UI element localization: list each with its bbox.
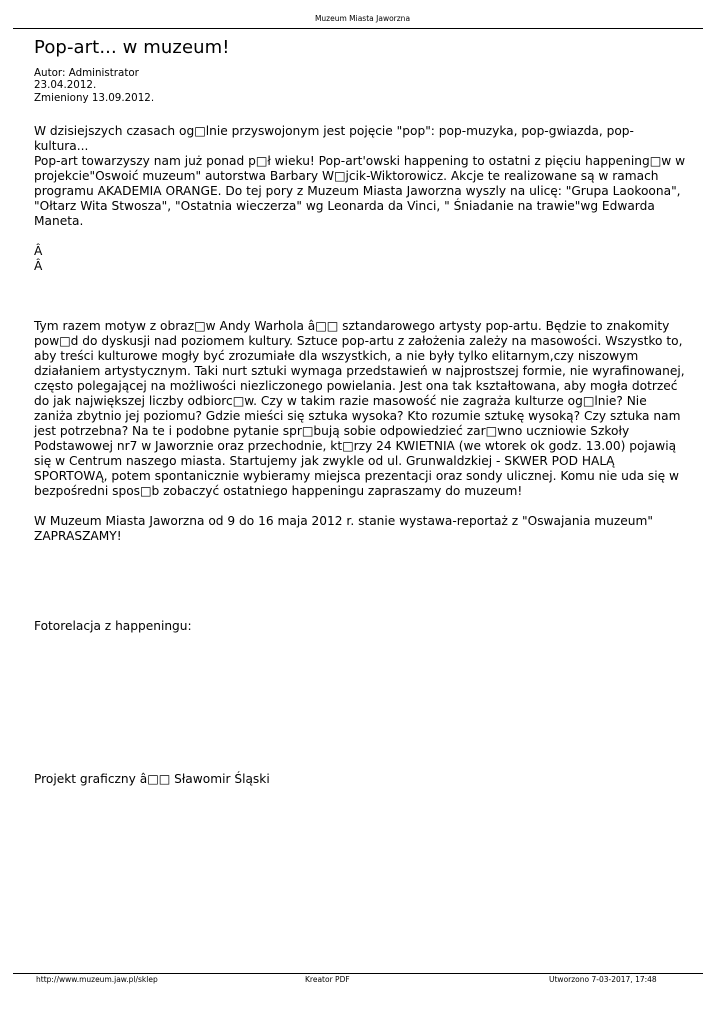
photo-report-label: Fotorelacja z happeningu: xyxy=(34,619,192,633)
design-credit: Projekt graficzny â□□ Sławomir Śląski xyxy=(34,772,270,786)
footer-generator: Kreator PDF xyxy=(305,975,350,984)
page-footer xyxy=(0,975,725,987)
footer-url: http://www.muzeum.jaw.pl/sklep xyxy=(36,975,158,984)
intro-paragraph: W dzisiejszych czasach og□lnie przyswojonym jest pojęcie "pop": pop-muzyka, pop-gwiazda, pop-kultura... xyxy=(34,124,634,153)
spacer xyxy=(34,229,688,244)
article-body xyxy=(34,124,688,787)
created-date: 23.04.2012. xyxy=(34,79,97,92)
warhol-paragraph: Tym razem motyw z obraz□w Andy Warhola â□□ sztandarowego artysty pop-artu. Będzie to znakomity pow□d do dyskusji nad poziomem kultury. Sztuce pop-artu z założenia zależy na masowości. Wszystko to, aby treści kulturowe mogły być zrozumiałe dla wszystkich, a nie były tylko elitarnym,czy niszowym działaniem artystycznym. Taki nurt sztuki wymaga przedstawień w najprostszej formie, nie wyrafinowanej, często polegającej na możliwości niezliczonego powielania. Jest ona tak kształtowana, aby mogła dotrzeć do jak największej liczby odbiorc□w. Czy w takim razie masowość nie zagraża kulturze og□lnie? Nie zaniża zbytnio jej poziomu? Gdzie mieści się sztuka wysoka? Kto rozumie sztukę wysoką? Czy sztuka nam jest potrzebna? Na te i podobne pytanie spr□bują sobie odpowiedzieć zar□wno uczniowie Szkoły Podstawowej nr7 w Jaworznie oraz przechodnie, kt□rzy 24 KWIETNIA (we wtorek ok godz. 13.00) pojawią się w Centrum naszego miasta. Startujemy jak zwykle od ul. Grunwaldzkiej - SKWER POD HALĄ SPORTOWĄ, potem spontanicznie wybieramy miejsca prezentacji oraz sondy ulicznej. Komu nie uda się w bezpośredni spos□b zobaczyć ostatniego happeningu zapraszamy do muzeum! xyxy=(34,319,685,498)
encoding-artifact: Â xyxy=(34,244,43,258)
site-header: Muzeum Miasta Jaworzna xyxy=(314,14,411,23)
footer-created: Utworzono 7-03-2017, 17:48 xyxy=(549,975,657,984)
modified-date: Zmieniony 13.09.2012. xyxy=(34,91,155,104)
exhibition-paragraph: W Muzeum Miasta Jaworzna od 9 do 16 maja 2012 r. stanie wystawa-reportaż z "Oswajania muzeum" ZAPRASZAMY! xyxy=(34,514,653,543)
history-paragraph: Pop-art towarzyszy nam już ponad p□ł wieku! Pop-art'owski happening to ostatni z pięciu happening□w w projekcie"Oswoić muzeum" autorstwa Barbary W□jcik-Wiktorowicz. Akcje te realizowane są w ramach programu AKADEMIA ORANGE. Do tej pory z Muzeum Miasta Jaworzna wyszly na ulicę: "Grupa Laokoona", "Ołtarz Wita Stwosza", "Ostatnia wieczerza" wg Leonarda da Vinci, " Śniadanie na trawie"wg Edwarda Maneta. xyxy=(34,154,686,228)
spacer xyxy=(34,499,688,514)
header-divider xyxy=(13,28,703,29)
encoding-artifact: Â xyxy=(34,259,43,273)
spacer xyxy=(34,544,688,619)
author-line: Autor: Administrator xyxy=(34,67,139,79)
article-meta xyxy=(34,67,154,104)
spacer xyxy=(34,274,688,319)
spacer xyxy=(34,634,688,772)
article-title: Pop-art... w muzeum! xyxy=(34,37,230,58)
footer-divider xyxy=(13,973,703,974)
